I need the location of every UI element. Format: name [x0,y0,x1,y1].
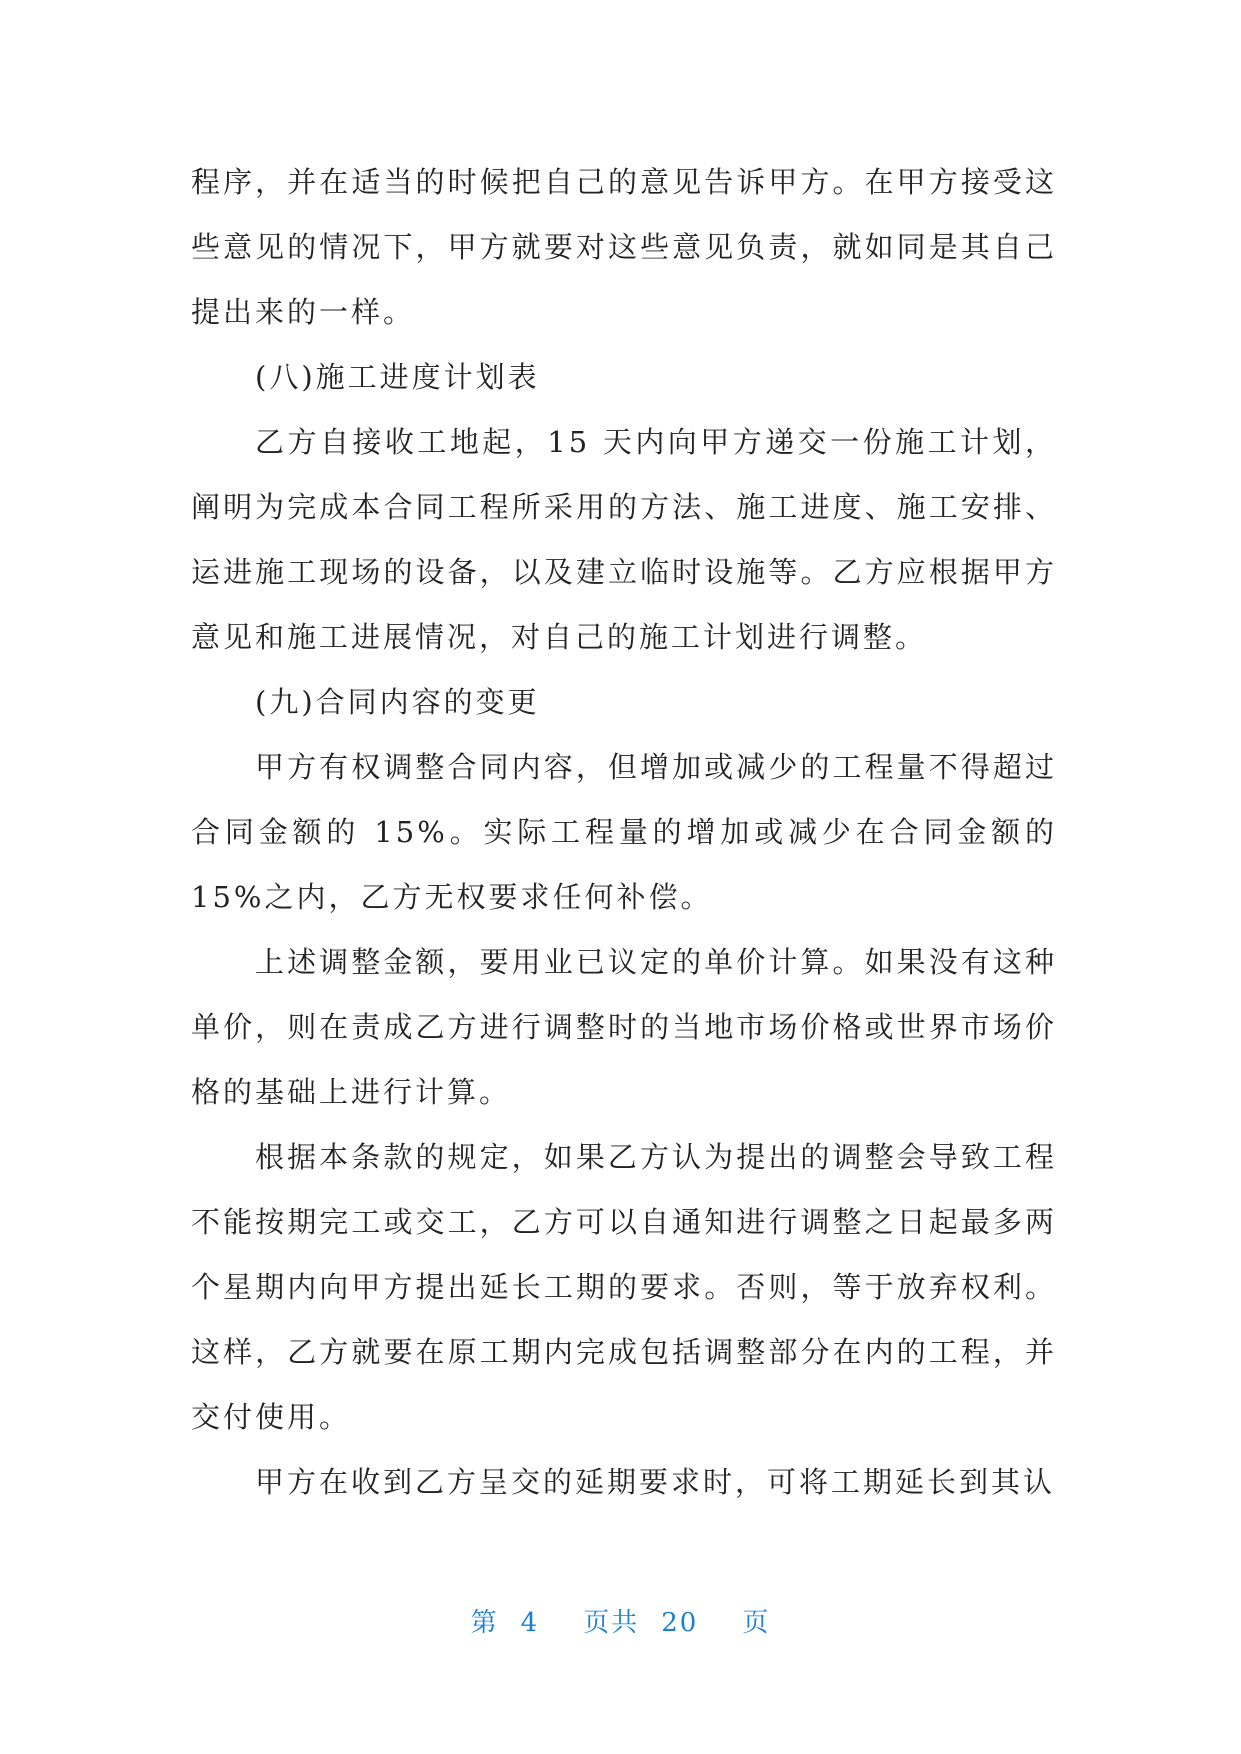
paragraph-adjustment-amount: 上述调整金额，要用业已议定的单价计算。如果没有这种单价，则在责成乙方进行调整时的当地市场价格或世界市场价格的基础上进行计算。 [191,945,1057,1109]
document-body [191,150,1057,1515]
section-heading-9: (九)合同内容的变更 [255,685,540,719]
footer-prefix: 第 [470,1608,499,1638]
footer-middle: 页共 [583,1608,640,1638]
section-heading-8: (八)施工进度计划表 [255,360,540,394]
footer-total-pages: 20 [661,1608,699,1638]
paragraph-contract-change: 甲方有权调整合同内容，但增加或减少的工程量不得超过合同金额的 15%。实际工程量的增加或减少在合同金额的 15%之内，乙方无权要求任何补偿。 [191,750,1057,914]
paragraph-construction-plan: 乙方自接收工地起，15 天内向甲方递交一份施工计划，阐明为完成本合同工程所采用的方法、施工进度、施工安排、运进施工现场的设备，以及建立临时设施等。乙方应根据甲方意见和施工进展情况，对自己的施工计划进行调整。 [191,425,1057,654]
paragraph-extension-response: 甲方在收到乙方呈交的延期要求时，可将工期延长到其认 [255,1465,1056,1499]
paragraph-continued: 程序，并在适当的时候把自己的意见告诉甲方。在甲方接受这些意见的情况下，甲方就要对这些意见负责，就如同是其自己提出来的一样。 [191,165,1057,329]
footer-suffix: 页 [742,1608,771,1638]
footer-current-page: 4 [520,1608,540,1638]
page-footer [0,1602,1241,1639]
paragraph-extension-request: 根据本条款的规定，如果乙方认为提出的调整会导致工程不能按期完工或交工，乙方可以自通知进行调整之日起最多两个星期内向甲方提出延长工期的要求。否则，等于放弃权利。这样，乙方就要在原工期内完成包括调整部分在内的工程，并交付使用。 [191,1140,1057,1434]
